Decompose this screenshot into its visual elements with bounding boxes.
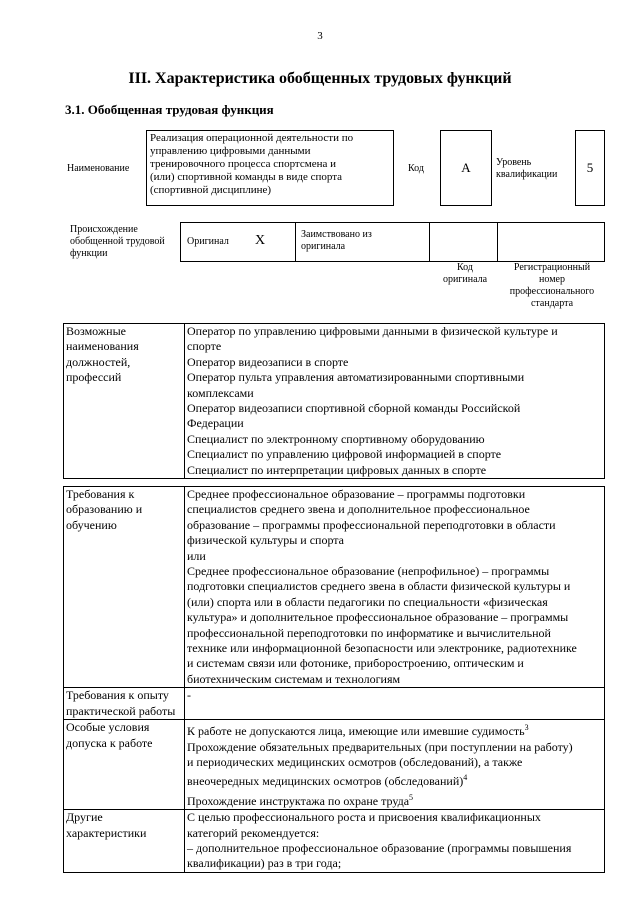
code-original-caption bbox=[425, 262, 505, 286]
reg-number-caption bbox=[500, 262, 604, 310]
code-value: А bbox=[440, 130, 492, 206]
value-line: комплексами bbox=[187, 385, 254, 400]
label-line: образованию и bbox=[66, 502, 143, 517]
label-line: Возможные bbox=[66, 324, 126, 338]
level-value: 5 bbox=[575, 130, 605, 206]
value-line: - bbox=[187, 688, 191, 703]
value-line: и периодических медицинских осмотров (обследований), а также bbox=[187, 754, 523, 769]
value-line: Прохождение обязательных предварительных (при поступлении на работу) bbox=[187, 739, 573, 754]
caption-line: Код bbox=[457, 262, 473, 273]
label-line: должностей, bbox=[66, 354, 131, 369]
label-line: обучению bbox=[66, 517, 117, 532]
function-name-line: управлению цифровыми данными bbox=[150, 145, 311, 157]
value-line: спорте bbox=[187, 339, 222, 354]
education-values bbox=[185, 487, 605, 688]
other-values bbox=[185, 810, 605, 873]
label-line: практической работы bbox=[66, 703, 176, 718]
value-line: Специалист по управлению цифровой информацией в спорте bbox=[187, 447, 502, 462]
origin-label bbox=[70, 224, 165, 260]
value-line: К работе не допускаются лица, имеющие или имевшие судимость bbox=[187, 724, 525, 739]
code-label: Код bbox=[408, 163, 424, 174]
level-label-line: Уровень bbox=[496, 157, 532, 168]
original-mark: X bbox=[255, 233, 266, 248]
positions-table bbox=[63, 323, 605, 479]
caption-line: Регистрационный bbox=[513, 262, 591, 273]
value-line: или bbox=[187, 548, 206, 563]
origin-label-line: функции bbox=[70, 248, 108, 259]
footnote-ref: 3 bbox=[524, 723, 529, 733]
admission-values bbox=[185, 720, 605, 810]
borrowed-label-line: оригинала bbox=[301, 241, 346, 252]
label-line: наименования bbox=[66, 339, 139, 354]
subsection-title: 3.1. Обобщенная трудовая функция bbox=[65, 102, 274, 117]
value-line: (или) спорта или в области педагогики по специальности «физическая bbox=[187, 594, 548, 609]
value-line: Федерации bbox=[187, 416, 244, 431]
origin-label-line: Происхождение bbox=[70, 224, 138, 235]
table-row bbox=[64, 810, 605, 873]
value-line: подготовки специалистов среднего звена в области физической культуры и bbox=[187, 579, 571, 594]
value-line: специалистов среднего звена и дополнительное профессиональное bbox=[187, 502, 530, 517]
label-line: Требования к bbox=[66, 487, 135, 501]
positions-values bbox=[185, 324, 605, 479]
value-line: Оператор пульта управления автоматизированными спортивными bbox=[187, 370, 525, 385]
value-line: внеочередных медицинских осмотров (обследований) bbox=[187, 774, 464, 789]
value-line: квалификации) раз в три года; bbox=[187, 856, 342, 871]
function-name-line: (спортивной дисциплине) bbox=[150, 184, 272, 196]
label-line: допуска к работе bbox=[66, 735, 153, 750]
label-line: Требования к опыту bbox=[66, 688, 169, 703]
table-row bbox=[64, 688, 605, 720]
page-number: 3 bbox=[317, 30, 323, 42]
label-line: Особые условия bbox=[66, 720, 150, 735]
label-line: Другие bbox=[66, 810, 103, 825]
experience-values bbox=[185, 688, 605, 720]
caption-line: профессионального bbox=[509, 286, 595, 297]
level-label-line: квалификации bbox=[496, 169, 558, 180]
value-line: Прохождение инструктажа по охране труда bbox=[187, 793, 410, 808]
value-line: профессиональной переподготовки по информатике и вычислительной bbox=[187, 625, 551, 640]
admission-label bbox=[64, 720, 185, 810]
label-line: характеристики bbox=[66, 825, 147, 840]
education-label bbox=[64, 487, 185, 688]
value-line: биотехническим системам и технологиям bbox=[187, 671, 401, 686]
value-line: Оператор видеозаписи спортивной сборной команды Российской bbox=[187, 401, 521, 416]
value-line: – дополнительное профессиональное образование (программы повышения bbox=[187, 840, 572, 855]
table-row bbox=[64, 324, 605, 479]
experience-label bbox=[64, 688, 185, 720]
original-label: Оригинал bbox=[187, 236, 229, 247]
name-label: Наименование bbox=[67, 163, 130, 174]
origin-label-line: обобщенной трудовой bbox=[70, 236, 165, 247]
section-title: III. Характеристика обобщенных трудовых функций bbox=[128, 70, 512, 87]
caption-line: номер bbox=[539, 274, 565, 285]
level-label bbox=[496, 157, 557, 181]
footnote-ref: 5 bbox=[409, 792, 414, 802]
value-line: Среднее профессиональное образование – программы подготовки bbox=[187, 487, 526, 501]
value-line: физической культуры и спорта bbox=[187, 533, 345, 548]
value-line: Оператор по управлению цифровыми данными в физической культуре и bbox=[187, 324, 558, 338]
value-line: Оператор видеозаписи в спорте bbox=[187, 354, 349, 369]
function-name-box bbox=[146, 130, 394, 206]
table-row bbox=[64, 487, 605, 688]
origin-table bbox=[180, 222, 605, 262]
other-label bbox=[64, 810, 185, 873]
value-line: категорий рекомендуется: bbox=[187, 825, 320, 840]
value-line: С целью профессионального роста и присвоения квалификационных bbox=[187, 810, 541, 825]
positions-label bbox=[64, 324, 185, 479]
value-line: Среднее профессиональное образование (непрофильное) – программы bbox=[187, 564, 550, 579]
label-line: профессий bbox=[66, 370, 122, 385]
function-name-line: Реализация операционной деятельности по bbox=[150, 132, 354, 144]
borrowed-label bbox=[301, 229, 372, 253]
footnote-ref: 4 bbox=[463, 773, 468, 783]
function-name-line: тренировочного процесса спортсмена и bbox=[150, 158, 336, 170]
requirements-table bbox=[63, 486, 605, 873]
value-line: Специалист по интерпретации цифровых данных в спорте bbox=[187, 462, 487, 477]
borrowed-label-line: Заимствовано из bbox=[301, 229, 372, 240]
value-line: культура» и дополнительное профессиональное образование – программы bbox=[187, 610, 569, 625]
table-row bbox=[64, 720, 605, 810]
value-line: Специалист по электронному спортивному оборудованию bbox=[187, 431, 485, 446]
caption-line: оригинала bbox=[442, 274, 488, 285]
caption-line: стандарта bbox=[530, 298, 574, 309]
value-line: образование – программы профессиональной переподготовки в области bbox=[187, 517, 556, 532]
value-line: технике или информационной безопасности или электронике, радиотехнике bbox=[187, 641, 577, 656]
value-line: и системам связи или фотонике, приборостроению, оптическим и bbox=[187, 656, 524, 671]
function-name-line: (или) спортивной команды в виде спорта bbox=[150, 171, 343, 183]
